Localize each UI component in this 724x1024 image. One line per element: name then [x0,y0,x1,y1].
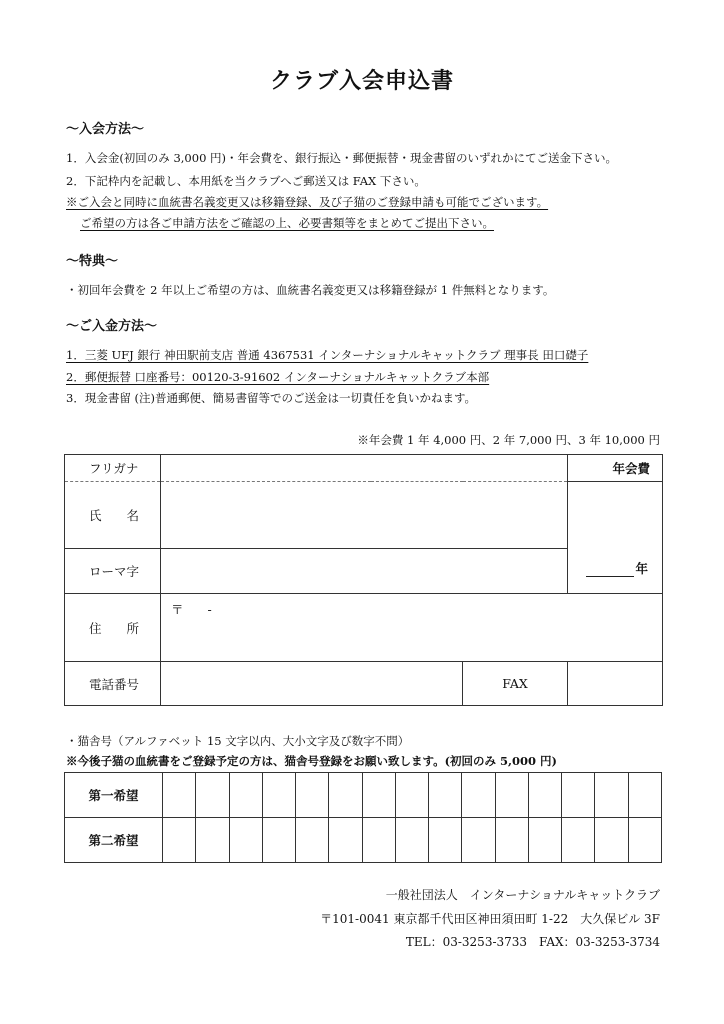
method-line-2: 2．下記枠内を記載し、本用紙を当クラブへご郵送又は FAX 下さい。 [66,174,426,188]
choice-1-char-box[interactable] [262,773,295,818]
choice-1-char-box[interactable] [362,773,395,818]
method-note-1: ※ご入会と同時に血統書名義変更又は移籍登録、及び子猫のご登録申請も可能でございます。 [66,195,549,209]
choice-2-char-box[interactable] [196,818,229,863]
choice-2-char-box[interactable] [595,818,628,863]
choice-1-char-box[interactable] [495,773,528,818]
cattery-note-1: ・猫舎号（アルファベット 15 文字以内、大小文字及び数字不問） [66,734,410,748]
choice-1-label: 第一希望 [65,773,163,818]
choice-2-char-box[interactable] [329,818,362,863]
choice-1-char-box[interactable] [163,773,196,818]
fee-years-field[interactable] [568,482,663,594]
choice-1-char-box[interactable] [395,773,428,818]
payment-line-3: 3．現金書留 (注)普通郵便、簡易書留等でのご送金は一切責任を負いかねます。 [66,391,477,405]
fax-field[interactable] [568,662,663,706]
furigana-field[interactable] [161,455,568,482]
romaji-field[interactable] [161,549,568,594]
fax-label: FAX [463,662,568,706]
phone-label: 電話番号 [65,662,161,706]
cattery-note-2: ※今後子猫の血統書をご登録予定の方は、猫舎号登録をお願い致します。(初回のみ 5,000 円) [66,754,557,768]
choice-2-char-box[interactable] [296,818,329,863]
payment-heading: 〜ご入金方法〜 [66,319,158,334]
choice-1-char-box[interactable] [628,773,661,818]
choice-1-char-box[interactable] [429,773,462,818]
choice-1-char-box[interactable] [229,773,262,818]
phone-field[interactable] [161,662,463,706]
choice-2-char-box[interactable] [395,818,428,863]
choice-2-char-box[interactable] [528,818,561,863]
choice-2-char-box[interactable] [628,818,661,863]
zip-dash: - [207,602,212,617]
choice-2-char-box[interactable] [163,818,196,863]
fee-label: 年会費 [568,455,663,482]
zip-mark: 〒 [171,602,184,617]
fee-note: ※年会費 1 年 4,000 円、2 年 7,000 円、3 年 10,000 円 [357,433,660,447]
choice-1-char-box[interactable] [296,773,329,818]
choice-2-char-box[interactable] [462,818,495,863]
address-field[interactable] [161,594,663,662]
benefit-heading: 〜特典〜 [66,254,119,269]
choice-1-char-box[interactable] [562,773,595,818]
payment-line-1: 1．三菱 UFJ 銀行 神田駅前支店 普通 4367531 インターナショナルキャットクラブ 理事長 田口礎子 [66,348,589,362]
footer-contact: TEL：03-3253-3733 FAX：03-3253-3734 [405,935,660,949]
choice-1-char-box[interactable] [528,773,561,818]
year-suffix: 年 [635,561,649,576]
footer-address: 〒101-0041 東京都千代田区神田須田町 1-22 大久保ビル 3F [320,912,660,926]
name-label: 氏 名 [65,482,161,549]
footer-org: 一般社団法人 インターナショナルキャットクラブ [385,888,660,902]
address-label: 住 所 [65,594,161,662]
method-heading: 〜入会方法〜 [66,122,145,137]
year-blank-line [586,564,634,577]
method-note-2: ご希望の方は各ご申請方法をご確認の上、必要書類等をまとめてご提出下さい。 [80,216,494,230]
choice-1-char-box[interactable] [329,773,362,818]
furigana-label: フリガナ [65,455,161,482]
cattery-name-table [64,772,662,863]
choice-1-char-box[interactable] [595,773,628,818]
method-line-1: 1．入会金(初回のみ 3,000 円)・年会費を、銀行振込・郵便振替・現金書留のいずれかにてご送金下さい。 [66,151,618,165]
choice-1-char-box[interactable] [462,773,495,818]
choice-2-char-box[interactable] [262,818,295,863]
name-field[interactable] [161,482,568,549]
choice-2-char-box[interactable] [495,818,528,863]
choice-2-char-box[interactable] [362,818,395,863]
romaji-label: ローマ字 [65,549,161,594]
payment-line-2: 2．郵便振替 口座番号：00120-3-91602 インターナショナルキャットクラブ本部 [66,370,490,384]
choice-2-char-box[interactable] [562,818,595,863]
application-form-table [64,454,663,706]
choice-2-char-box[interactable] [429,818,462,863]
page-title: クラブ入会申込書 [269,68,454,94]
choice-2-char-box[interactable] [229,818,262,863]
choice-1-char-box[interactable] [196,773,229,818]
benefit-line-1: ・初回年会費を 2 年以上ご希望の方は、血統書名義変更又は移籍登録が 1 件無料となります。 [66,283,555,297]
choice-2-label: 第二希望 [65,818,163,863]
